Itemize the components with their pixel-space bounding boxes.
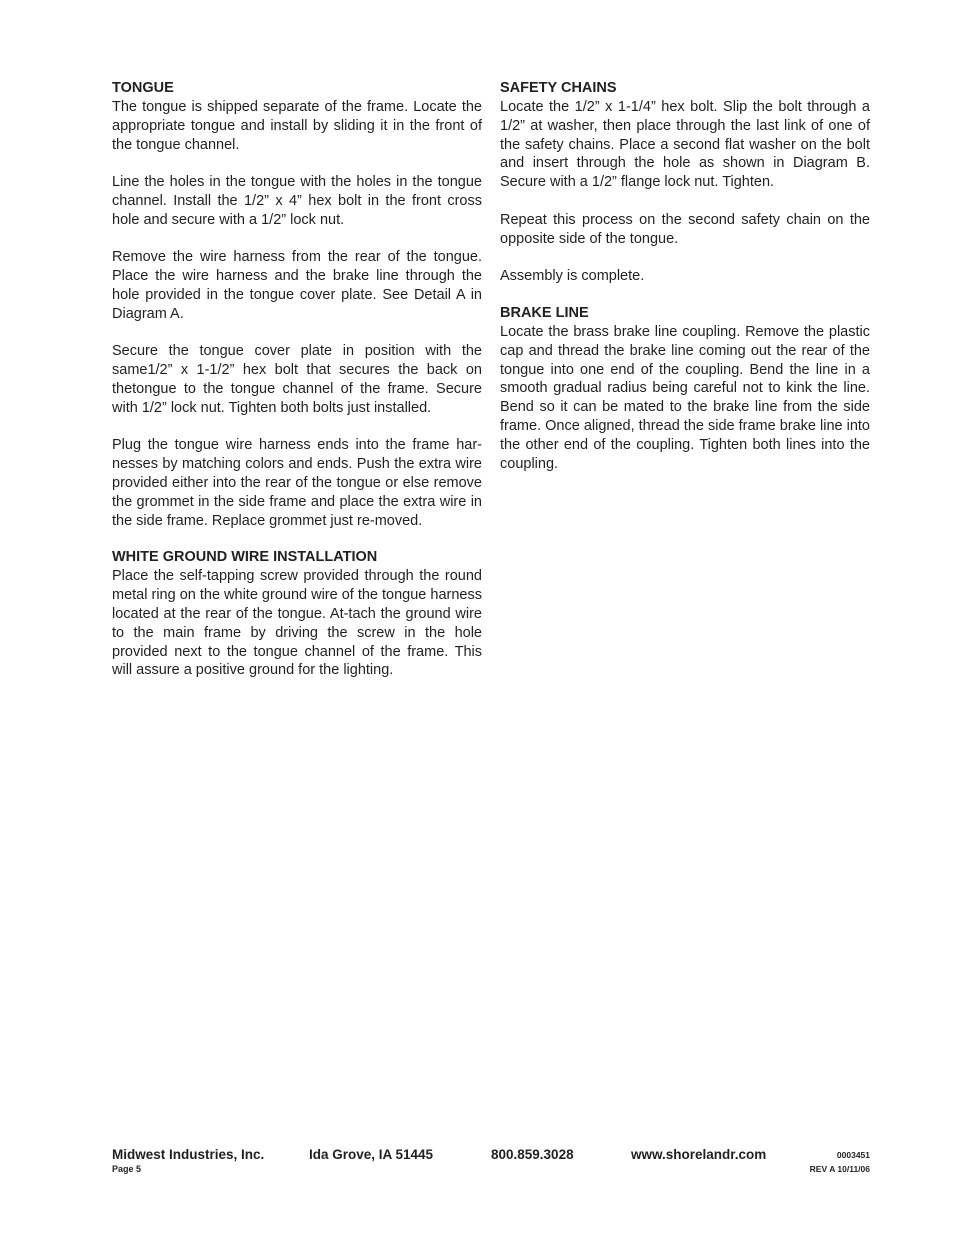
left-column bbox=[112, 79, 482, 698]
section-heading: BRAKE LINE bbox=[500, 304, 589, 321]
footer-website: www.shorelandr.com bbox=[631, 1147, 767, 1162]
footer-doc-number: 0003451 bbox=[836, 1150, 870, 1160]
section-white-ground-wire bbox=[112, 548, 482, 680]
section-safety-chains bbox=[500, 79, 870, 286]
section-heading: SAFETY CHAINS bbox=[500, 80, 617, 96]
footer-page-number: Page 5 bbox=[112, 1164, 142, 1174]
paragraph: Locate the 1/2” x 1-1/4” hex bolt. Slip the bolt through a 1/2” at washer, then place through the last link of one of the safety chains. Place a second flat washer on the bolt and insert through the hole as shown in Diagram B. Secure with a 1/2” flange lock nut. Tighten. bbox=[500, 99, 870, 191]
paragraph: The tongue is shipped separate of the frame. Locate the appropriate tongue and install by sliding it in the front of the tongue channel. bbox=[112, 99, 482, 153]
footer-city: Ida Grove, IA 51445 bbox=[309, 1147, 434, 1162]
paragraph: Plug the tongue wire harness ends into the frame har-nesses by matching colors and ends. Push the extra wire provided either into the rear of the tongue or else remove the grommet in the side frame and place the extra wire in the side frame. Replace grommet just re-moved. bbox=[112, 437, 482, 529]
footer-revision: REV A 10/11/06 bbox=[809, 1164, 870, 1174]
page-footer bbox=[112, 1147, 870, 1177]
section-tongue bbox=[112, 79, 482, 530]
paragraph: Remove the wire harness from the rear of the tongue. Place the wire harness and the brake line through the hole provided in the tongue cover plate. See Detail A in Diagram A. bbox=[112, 249, 482, 322]
paragraph: Repeat this process on the second safety chain on the opposite side of the tongue. bbox=[500, 211, 870, 247]
paragraph: Place the self-tapping screw provided through the round metal ring on the white ground wire of the tongue harness located at the rear of the tongue. At-tach the ground wire to the main frame by driving the screw in the hole provided next to the tongue channel of the frame. This will assure a positive ground for the lighting. bbox=[112, 568, 482, 679]
paragraph: Locate the brass brake line coupling. Remove the plastic cap and thread the brake line coming out the rear of the tongue into one end of the coupling. Bend the line in a smooth gradual radius being careful not to kink the line. Bend so it can be mated to the brake line from the side frame. Once aligned, thread the side frame brake line into the other end of the coupling. Tighten both lines into the coupling. bbox=[500, 323, 870, 472]
section-brake-line bbox=[500, 304, 870, 473]
footer-company: Midwest Industries, Inc. bbox=[112, 1147, 265, 1162]
footer-phone: 800.859.3028 bbox=[491, 1147, 574, 1162]
paragraph: Secure the tongue cover plate in position with the same1/2” x 1-1/2” hex bolt that secures the back on thetongue to the tongue channel of the frame. Secure with 1/2” lock nut. Tighten both bolts just installed. bbox=[112, 343, 482, 416]
paragraph: Line the holes in the tongue with the holes in the tongue channel. Install the 1/2” x 4” hex bolt in the front cross hole and secure with a 1/2” lock nut. bbox=[112, 174, 482, 228]
section-heading: TONGUE bbox=[112, 80, 174, 96]
section-heading: WHITE GROUND WIRE INSTALLATION bbox=[112, 549, 378, 566]
right-column bbox=[500, 79, 870, 491]
paragraph: Assembly is complete. bbox=[500, 268, 645, 285]
